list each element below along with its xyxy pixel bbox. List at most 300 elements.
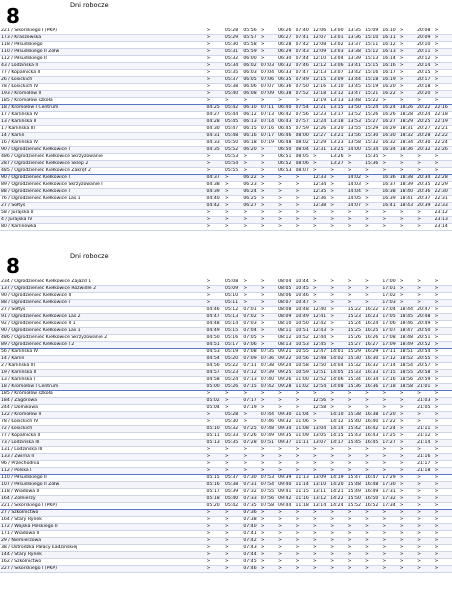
departure-time: >	[348, 300, 365, 307]
departure-time: >	[348, 293, 365, 300]
departure-time: 05:15	[206, 475, 224, 482]
departure-time: 21:18	[417, 468, 434, 475]
departure-time: 06:28	[278, 42, 295, 49]
departure-time: >	[365, 182, 382, 189]
departure-time: >	[400, 49, 417, 56]
departure-time: >	[261, 461, 278, 468]
timetable-row	[0, 335, 452, 342]
departure-time: >	[206, 538, 224, 545]
departure-time: >	[417, 293, 434, 300]
departure-time: 17:12	[382, 356, 399, 363]
stop-name: 4 / Jurajska IV	[0, 217, 206, 224]
timetable-row	[0, 412, 452, 419]
departure-time: 07:59	[296, 126, 313, 133]
stop-name: 77 / Kopalnicka II	[0, 433, 206, 440]
departure-time: 07:06	[261, 77, 278, 84]
departure-time: >	[261, 293, 278, 300]
departure-time: >	[243, 300, 260, 307]
departure-time: >	[417, 475, 434, 482]
departure-time: 13:07	[330, 70, 347, 77]
departure-time: 07:06	[243, 342, 260, 349]
departure-time: 20:14	[417, 63, 434, 70]
departure-time: 04:30	[206, 126, 224, 133]
departure-time: >	[382, 517, 399, 524]
departure-time: 13:10	[330, 84, 347, 91]
departure-time: 18:28	[400, 112, 417, 119]
departure-time: >	[206, 517, 224, 524]
departure-time: 05:35	[225, 70, 243, 77]
departure-time: >	[296, 566, 313, 573]
departure-time: 16:17	[382, 70, 399, 77]
departure-time: 06:52	[278, 161, 295, 168]
departure-time: >	[330, 224, 347, 231]
departure-time: 12:45	[313, 342, 330, 349]
departure-time: 20:35	[417, 182, 434, 189]
departure-time: 21:12	[417, 433, 434, 440]
stop-name: 2 / Karlińska III	[0, 363, 206, 370]
day-type-label: Dni robocze	[70, 1, 109, 9]
departure-time: 20:18	[417, 84, 434, 91]
departure-time: 07:54	[296, 105, 313, 112]
departure-time: >	[435, 384, 452, 391]
departure-time: >	[206, 91, 224, 98]
departure-time: >	[278, 217, 295, 224]
departure-time: >	[206, 468, 224, 475]
departure-time: >	[330, 391, 347, 398]
departure-time: >	[225, 224, 243, 231]
departure-time: 15:43	[348, 433, 365, 440]
departure-time: 22:18	[435, 112, 452, 119]
departure-time: 12:33	[313, 175, 330, 182]
departure-time: 16:29	[382, 126, 399, 133]
departure-time: 04:27	[206, 112, 224, 119]
departure-time: 20:30	[417, 140, 434, 147]
departure-time: >	[261, 35, 278, 42]
departure-time: >	[400, 286, 417, 293]
departure-time: >	[348, 559, 365, 566]
departure-time: 12:35	[313, 189, 330, 196]
departure-time: 15:35	[365, 154, 382, 161]
stop-name: 14 / Karlin	[0, 133, 206, 140]
departure-time: 21:17	[417, 461, 434, 468]
departure-time: 18:32	[400, 133, 417, 140]
departure-time: >	[365, 461, 382, 468]
departure-time: >	[435, 468, 452, 475]
departure-time: 20:48	[417, 314, 434, 321]
departure-time: >	[417, 154, 434, 161]
departure-time: 20:24	[417, 112, 434, 119]
departure-time: 21:01	[417, 384, 434, 391]
timetable-row	[0, 119, 452, 126]
departure-time: 06:13	[243, 119, 260, 126]
departure-time: >	[330, 217, 347, 224]
departure-time: 13:53	[348, 119, 365, 126]
departure-time: >	[296, 182, 313, 189]
departure-time: 06:45	[278, 126, 295, 133]
departure-time: >	[313, 517, 330, 524]
stop-name: 110 / Piłsudskiego II	[0, 475, 206, 482]
departure-time: 22:24	[435, 140, 452, 147]
departure-time: 07:40	[243, 524, 260, 531]
departure-time: 12:09	[313, 49, 330, 56]
departure-time: >	[365, 538, 382, 545]
departure-time: 06:22	[243, 175, 260, 182]
departure-time: 15:22	[365, 98, 382, 105]
departure-time: 09:40	[278, 482, 295, 489]
departure-time: >	[400, 279, 417, 286]
departure-time: >	[435, 84, 452, 91]
departure-time: 06:02	[243, 63, 260, 70]
departure-time: >	[278, 531, 295, 538]
departure-time: >	[313, 168, 330, 175]
departure-time: >	[261, 391, 278, 398]
stop-name: 112 / Polska I	[0, 468, 206, 475]
departure-time: >	[261, 398, 278, 405]
departure-time: 11:18	[296, 503, 313, 510]
departure-time: 05:29	[225, 35, 243, 42]
departure-time: >	[261, 286, 278, 293]
timetable-row	[0, 300, 452, 307]
departure-time: >	[330, 342, 347, 349]
departure-time: 12:27	[313, 133, 330, 140]
departure-time: 07:04	[261, 70, 278, 77]
departure-time: 09:42	[278, 496, 295, 503]
departure-time: 07:44	[243, 552, 260, 559]
departure-time: 05:44	[225, 112, 243, 119]
departure-time: 07:05	[243, 335, 260, 342]
departure-time: >	[206, 63, 224, 70]
departure-time: 04:39	[206, 189, 224, 196]
departure-time: 20:34	[417, 175, 434, 182]
departure-time: 07:17	[261, 133, 278, 140]
timetable-row	[0, 314, 452, 321]
departure-time: >	[417, 391, 434, 398]
departure-time: 15:47	[348, 475, 365, 482]
departure-time: >	[243, 279, 260, 286]
departure-time: >	[365, 447, 382, 454]
departure-time: 06:00	[243, 56, 260, 63]
departure-time: 15:22	[348, 307, 365, 314]
departure-time: 18:55	[400, 370, 417, 377]
departure-time: 08:13	[278, 342, 295, 349]
departure-time: 09:25	[278, 370, 295, 377]
departure-time: >	[435, 489, 452, 496]
departure-time: 18:41	[400, 196, 417, 203]
departure-time: 06:40	[278, 105, 295, 112]
timetable-row	[0, 468, 452, 475]
departure-time: >	[296, 210, 313, 217]
departure-time: 04:49	[206, 328, 224, 335]
departure-time: >	[400, 524, 417, 531]
departure-time: >	[296, 510, 313, 517]
departure-time: 06:32	[278, 63, 295, 70]
departure-time: 05:16	[225, 335, 243, 342]
departure-time: 06:43	[278, 119, 295, 126]
departure-time: 07:51	[261, 440, 278, 447]
departure-time: 15:24	[348, 321, 365, 328]
timetable-table	[0, 279, 452, 573]
departure-time: >	[261, 98, 278, 105]
departure-time: >	[400, 496, 417, 503]
timetable-row	[0, 147, 452, 154]
departure-time: >	[417, 168, 434, 175]
departure-time: 21:11	[417, 426, 434, 433]
departure-time: 10:45	[296, 286, 313, 293]
departure-time: 16:36	[365, 384, 382, 391]
departure-time: >	[382, 210, 399, 217]
departure-time: 06:05	[243, 77, 260, 84]
departure-time: 17:27	[382, 440, 399, 447]
departure-time: >	[400, 405, 417, 412]
departure-time: >	[278, 196, 295, 203]
departure-time: 07:19	[261, 140, 278, 147]
departure-time: >	[206, 391, 224, 398]
departure-time: >	[296, 405, 313, 412]
departure-time: 08:05	[278, 286, 295, 293]
departure-time: >	[296, 98, 313, 105]
departure-time: 06:33	[278, 70, 295, 77]
departure-time: >	[243, 168, 260, 175]
departure-time: >	[348, 161, 365, 168]
departure-time: >	[243, 98, 260, 105]
departure-time: >	[400, 161, 417, 168]
departure-time: >	[417, 279, 434, 286]
departure-time: >	[348, 405, 365, 412]
departure-time: 06:08	[243, 91, 260, 98]
departure-time: 12:51	[313, 370, 330, 377]
departure-time: >	[435, 517, 452, 524]
departure-time: >	[278, 391, 295, 398]
departure-time: 10:51	[296, 328, 313, 335]
departure-time: 23:13	[435, 217, 452, 224]
stop-name: 287 / Ogrodzieniec Kiełkowice Sklep 2	[0, 161, 206, 168]
departure-time: 07:56	[261, 496, 278, 503]
departure-time: >	[417, 419, 434, 426]
departure-time: 05:55	[225, 168, 243, 175]
departure-time: >	[435, 433, 452, 440]
stop-name: 185 / Kromołów szkoła	[0, 391, 206, 398]
departure-time: >	[348, 391, 365, 398]
departure-time: 13:00	[330, 28, 347, 35]
departure-time: >	[330, 398, 347, 405]
departure-time: 12:54	[313, 384, 330, 391]
departure-time: >	[435, 293, 452, 300]
timetable-row	[0, 175, 452, 182]
departure-time: >	[206, 552, 224, 559]
departure-time: >	[417, 210, 434, 217]
departure-time: >	[261, 154, 278, 161]
departure-time: 16:50	[365, 496, 382, 503]
departure-time: >	[313, 154, 330, 161]
stop-name: 112 / Piłsudskiego II	[0, 56, 206, 63]
departure-time: 16:23	[365, 314, 382, 321]
departure-time: 05:02	[206, 398, 224, 405]
departure-time: >	[206, 524, 224, 531]
departure-time: 18:36	[400, 147, 417, 154]
departure-time: 20:09	[417, 35, 434, 42]
departure-time: 15:49	[348, 489, 365, 496]
departure-time: >	[365, 224, 382, 231]
departure-time: 15:30	[348, 356, 365, 363]
departure-time: 20:22	[417, 105, 434, 112]
timetable-row	[0, 126, 452, 133]
departure-time: >	[296, 538, 313, 545]
departure-time: 14:01	[330, 349, 347, 356]
departure-time: 04:38	[206, 182, 224, 189]
departure-time: 12:08	[313, 42, 330, 49]
departure-time: 13:11	[313, 489, 330, 496]
departure-time: >	[206, 559, 224, 566]
departure-time: 07:49	[296, 77, 313, 84]
departure-time: 07:19	[243, 405, 260, 412]
departure-time: >	[225, 552, 243, 559]
departure-time: 21:16	[417, 454, 434, 461]
timetable-row	[0, 196, 452, 203]
departure-time: >	[278, 398, 295, 405]
departure-time: >	[400, 35, 417, 42]
departure-time: >	[365, 175, 382, 182]
departure-time: 16:36	[382, 175, 399, 182]
departure-time: 12:07	[313, 35, 330, 42]
stop-name: 90 / Ogrodzieniec Kiełkowice II	[0, 293, 206, 300]
departure-time: 12:13	[313, 70, 330, 77]
timetable-row	[0, 70, 452, 77]
departure-time: 05:35	[225, 440, 243, 447]
departure-time: 13:09	[330, 77, 347, 84]
departure-time: >	[278, 545, 295, 552]
departure-time: 05:19	[225, 349, 243, 356]
departure-time: >	[330, 531, 347, 538]
departure-time: >	[243, 468, 260, 475]
departure-time: >	[313, 300, 330, 307]
departure-time: >	[435, 349, 452, 356]
departure-time: 12:18	[313, 91, 330, 98]
departure-time: >	[261, 517, 278, 524]
departure-time: >	[417, 286, 434, 293]
departure-time: 16:30	[382, 133, 399, 140]
departure-time: 14:08	[330, 384, 347, 391]
departure-time: 08:04	[296, 147, 313, 154]
timetable-row	[0, 182, 452, 189]
departure-time: 07:11	[243, 363, 260, 370]
departure-time: 15:15	[365, 63, 382, 70]
departure-time: >	[206, 461, 224, 468]
departure-time: 15:18	[365, 77, 382, 84]
departure-time: 13:04	[313, 426, 330, 433]
departure-time: >	[348, 454, 365, 461]
departure-time: 05:10	[206, 426, 224, 433]
departure-time: 07:02	[243, 314, 260, 321]
departure-time: >	[330, 552, 347, 559]
departure-time: >	[225, 559, 243, 566]
stop-name: 91 / Ogrodzieniec Kiełkowice Las 2	[0, 314, 206, 321]
departure-time: 07:14	[261, 119, 278, 126]
departure-time: 23:12	[435, 210, 452, 217]
departure-time: >	[435, 545, 452, 552]
departure-time: >	[261, 335, 278, 342]
departure-time: >	[435, 91, 452, 98]
departure-time: >	[330, 314, 347, 321]
departure-time: >	[365, 531, 382, 538]
departure-time: 08:00	[296, 133, 313, 140]
departure-time: >	[206, 98, 224, 105]
departure-time: 05:24	[225, 377, 243, 384]
stop-name: 173 / Kraszewska	[0, 35, 206, 42]
stop-name: 76 / Ogrodzieniec Kiełkowice Las 1	[0, 196, 206, 203]
departure-time: >	[417, 98, 434, 105]
departure-time: >	[417, 217, 434, 224]
departure-time: 07:42	[261, 384, 278, 391]
departure-time: >	[261, 161, 278, 168]
departure-time: >	[382, 531, 399, 538]
departure-time: >	[296, 398, 313, 405]
departure-time: >	[382, 154, 399, 161]
departure-time: >	[243, 286, 260, 293]
departure-time: 16:43	[365, 433, 382, 440]
timetable-row	[0, 496, 452, 503]
stop-name: 137 / Ogrodzieniec Kiełkowice Rozwidle 2	[0, 286, 206, 293]
departure-time: >	[261, 217, 278, 224]
stop-name: 89 / Ogrodzieniec Kiełkowice I 2	[0, 342, 206, 349]
departure-time: >	[330, 517, 347, 524]
departure-time: 20:20	[417, 91, 434, 98]
departure-time: >	[330, 293, 347, 300]
departure-time: 12:43	[313, 328, 330, 335]
departure-time: 13:50	[348, 105, 365, 112]
departure-time: 06:35	[278, 77, 295, 84]
departure-time: >	[278, 203, 295, 210]
departure-time: >	[206, 168, 224, 175]
departure-time: >	[313, 524, 330, 531]
departure-time: >	[278, 224, 295, 231]
departure-time: >	[330, 300, 347, 307]
stop-name: 73 / Lodzińska III	[0, 440, 206, 447]
departure-time: >	[261, 175, 278, 182]
departure-time: 14:21	[330, 489, 347, 496]
departure-time: >	[417, 517, 434, 524]
timetable-row	[0, 307, 452, 314]
departure-time: 22:26	[435, 147, 452, 154]
departure-time: 14:04	[330, 363, 347, 370]
departure-time: >	[330, 203, 347, 210]
departure-time: 18:56	[400, 377, 417, 384]
departure-time: 05:13	[225, 314, 243, 321]
departure-time: 05:50	[225, 140, 243, 147]
departure-time: 14:10	[330, 412, 347, 419]
departure-time: >	[225, 210, 243, 217]
stop-name: 43 / Lodzińska II	[0, 63, 206, 70]
departure-time: >	[400, 98, 417, 105]
departure-time: >	[417, 161, 434, 168]
departure-time: >	[435, 356, 452, 363]
stop-name: 96 / Przechodnia	[0, 461, 206, 468]
departure-time: 13:41	[348, 63, 365, 70]
departure-time: >	[400, 531, 417, 538]
departure-time: 10:47	[296, 300, 313, 307]
departure-time: >	[206, 419, 224, 426]
departure-time: >	[417, 496, 434, 503]
departure-time: >	[382, 98, 399, 105]
stop-name: 38 / Ostrodzka Pałacy Ładzińskiej	[0, 545, 206, 552]
departure-time: 09:39	[278, 475, 295, 482]
timetable-row	[0, 154, 452, 161]
departure-time: 21:05	[417, 405, 434, 412]
departure-time: >	[400, 475, 417, 482]
timetable-row	[0, 447, 452, 454]
departure-time: >	[225, 447, 243, 454]
departure-time: >	[225, 461, 243, 468]
departure-time: >	[382, 566, 399, 573]
